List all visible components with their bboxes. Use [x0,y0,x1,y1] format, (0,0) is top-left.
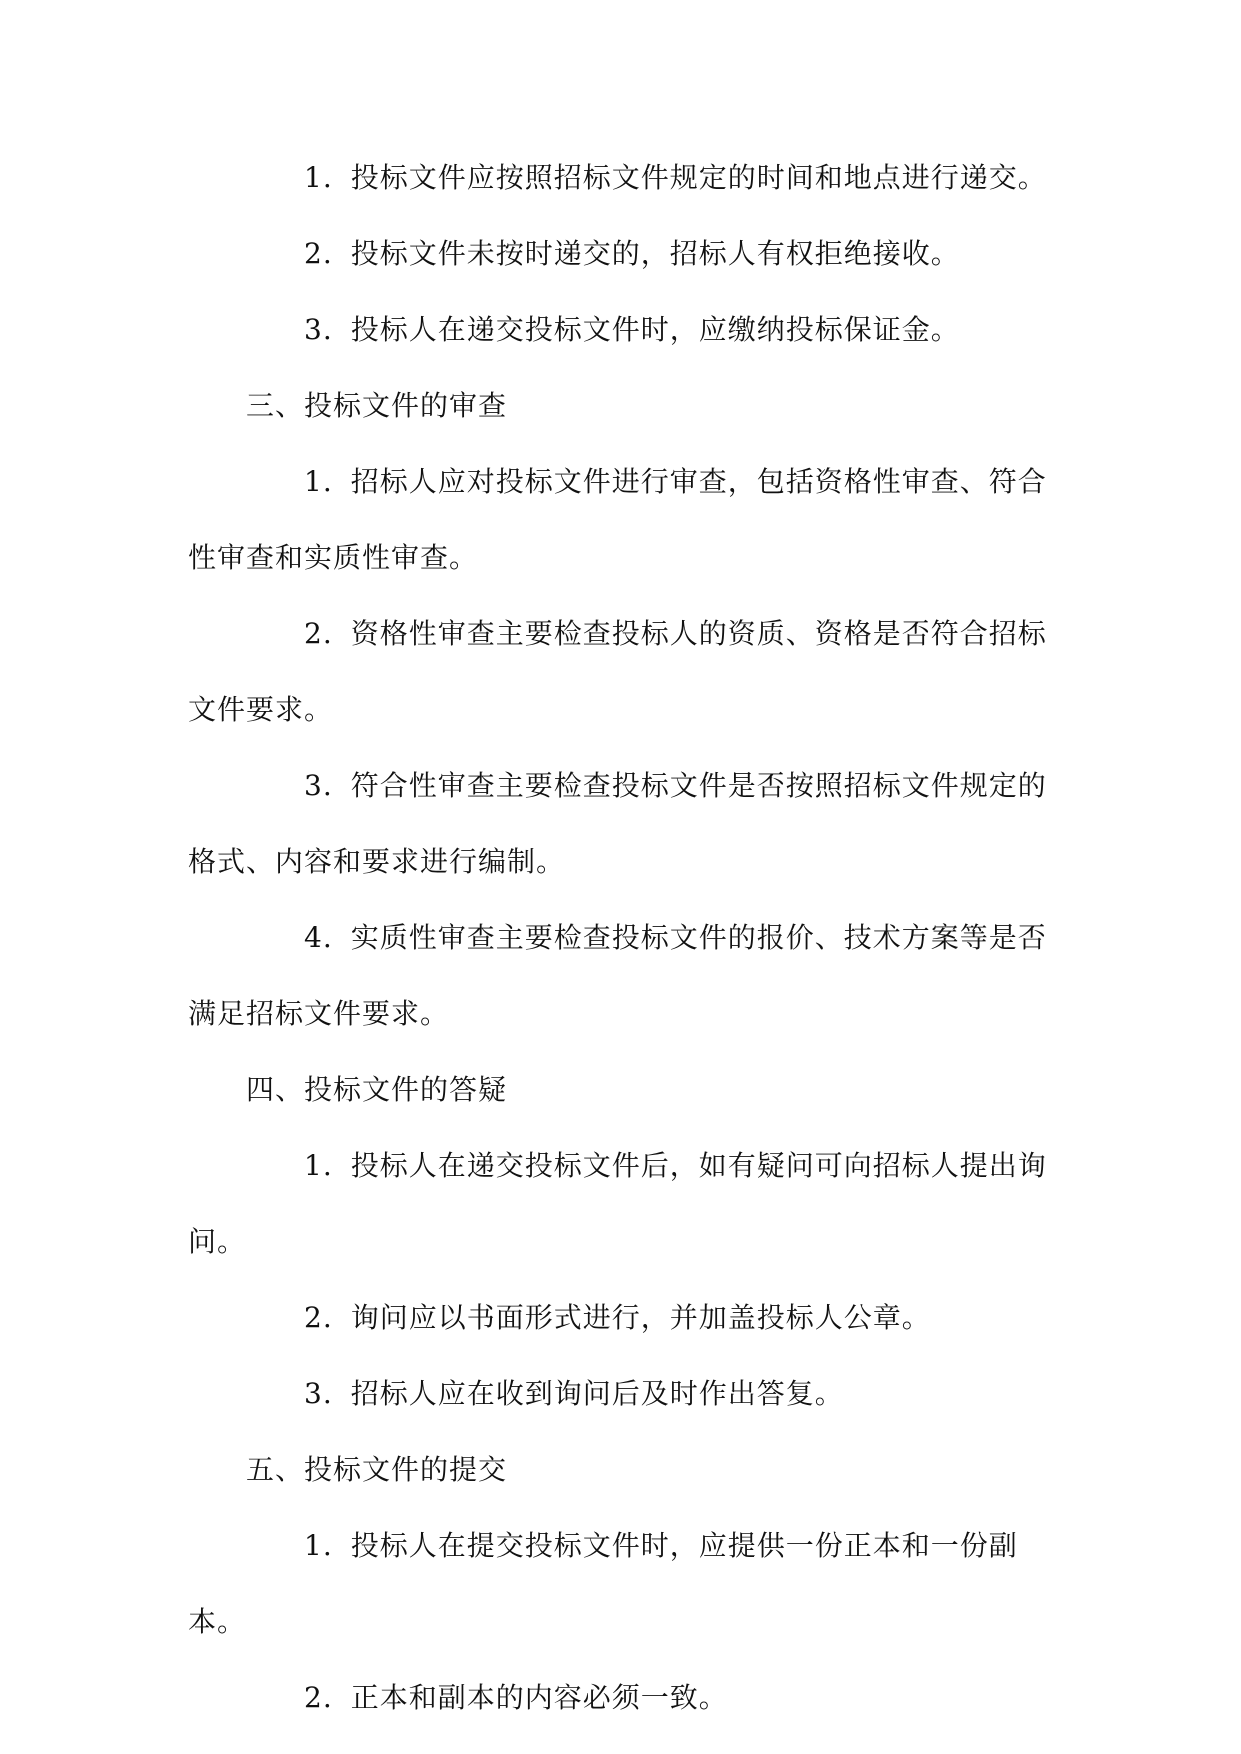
section-heading-text: 四、投标文件的答疑 [246,1073,508,1106]
item-number: 3. [304,769,333,802]
paragraph-3 [188,292,1068,368]
paragraph-text: 资格性审查主要检查投标人的资质、资格是否符合招标文件要求。 [188,617,1047,726]
section-heading-text: 三、投标文件的审查 [246,389,508,422]
item-number: 4. [304,921,333,954]
section-heading-3 [188,368,1068,444]
paragraph-6 [188,748,1068,900]
paragraph-9 [188,1280,1068,1356]
paragraph-text: 符合性审查主要检查投标文件是否按照招标文件规定的格式、内容和要求进行编制。 [188,769,1047,878]
paragraph-text: 投标人在递交投标文件时，应缴纳投标保证金。 [350,313,960,346]
item-number: 1. [304,161,333,194]
paragraph-2 [188,216,1068,292]
item-number: 3. [304,313,333,346]
item-number: 1. [304,1529,333,1562]
paragraph-1 [188,140,1068,216]
paragraph-text: 投标文件应按照招标文件规定的时间和地点进行递交。 [350,161,1047,194]
paragraph-text: 投标文件未按时递交的，招标人有权拒绝接收。 [350,237,960,270]
paragraph-text: 招标人应对投标文件进行审查，包括资格性审查、符合性审查和实质性审查。 [188,465,1047,574]
section-heading-text: 五、投标文件的提交 [246,1453,508,1486]
paragraph-text: 实质性审查主要检查投标文件的报价、技术方案等是否满足招标文件要求。 [188,921,1047,1030]
item-number: 2. [304,237,333,270]
paragraph-5 [188,596,1068,748]
section-heading-4 [188,1052,1068,1128]
item-number: 2. [304,1681,333,1714]
paragraph-7 [188,900,1068,1052]
section-heading-5 [188,1432,1068,1508]
paragraph-text: 招标人应在收到询问后及时作出答复。 [350,1377,844,1410]
item-number: 2. [304,617,333,650]
item-number: 2. [304,1301,333,1334]
item-number: 3. [304,1377,333,1410]
paragraph-10 [188,1356,1068,1432]
paragraph-4 [188,444,1068,596]
paragraph-11 [188,1508,1068,1660]
paragraph-text: 投标人在递交投标文件后，如有疑问可向招标人提出询问。 [188,1149,1047,1258]
paragraph-text: 询问应以书面形式进行，并加盖投标人公章。 [350,1301,931,1334]
paragraph-text: 投标人在提交投标文件时，应提供一份正本和一份副本。 [188,1529,1018,1638]
paragraph-12 [188,1660,1068,1736]
document-body [188,140,1068,1736]
item-number: 1. [304,1149,333,1182]
item-number: 1. [304,465,333,498]
paragraph-8 [188,1128,1068,1280]
paragraph-text: 正本和副本的内容必须一致。 [350,1681,728,1714]
